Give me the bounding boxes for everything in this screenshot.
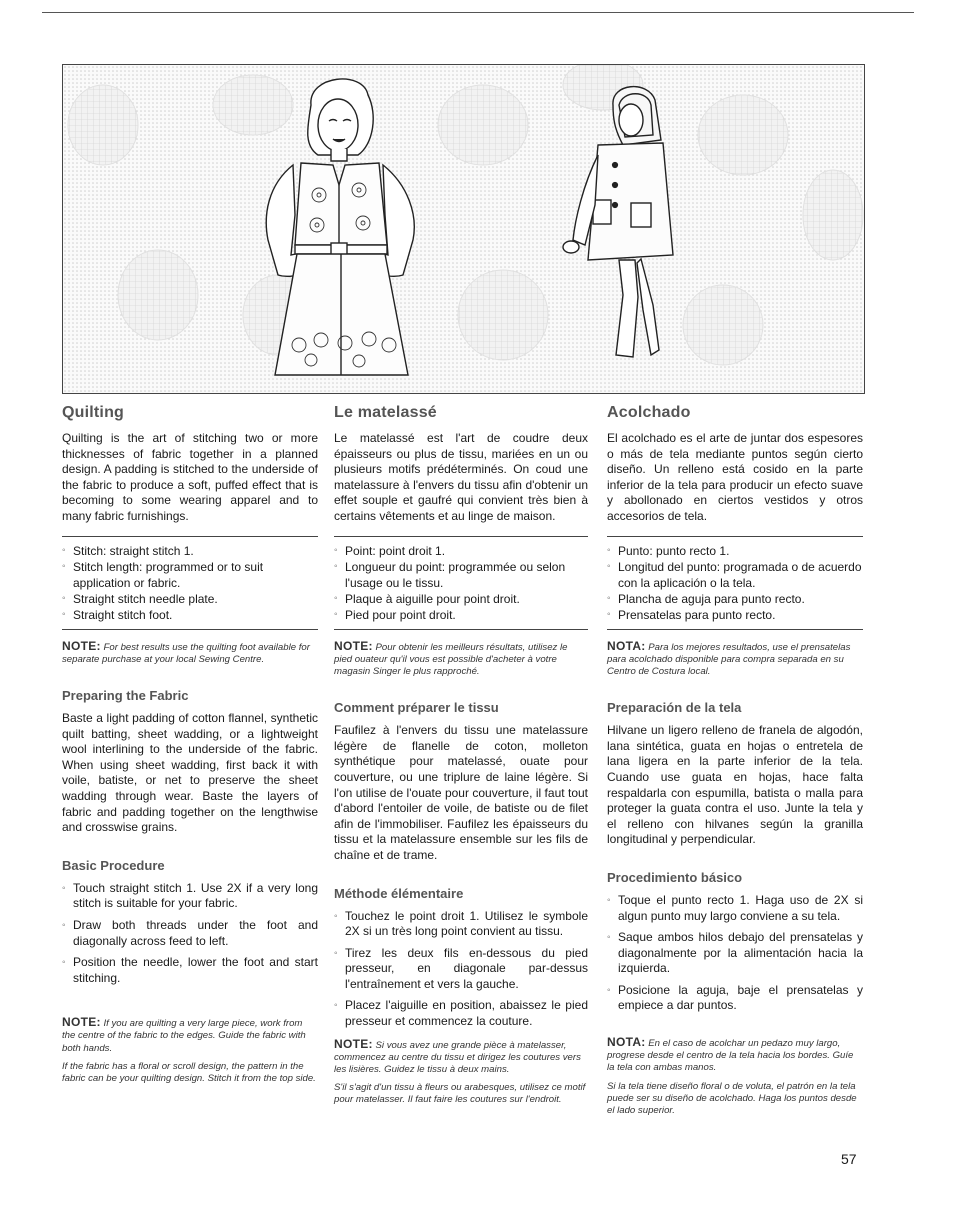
prep-paragraph: Baste a light padding of cotton flannel, synthetic quilt batting, sheet wadding, or a lightweight wool interlining to the underside of the fabric. When using sheet wadding, first back it with voile, batiste, or net to preserve the sheet wadding through wear. Baste the layers of fabric and padding together on the lengthwise and crosswise grains. <box>62 710 318 835</box>
subsection-title: Méthode élémentaire <box>334 885 464 901</box>
note <box>62 1016 318 1055</box>
note-text-2: S'il s'agit d'un tissu à fleurs ou arabesques, utilisez ce motif pour matelasser. Il faut faire les coutures sur l'endroit. <box>334 1082 586 1106</box>
subsection-title: Preparing the Fabric <box>62 687 189 703</box>
divider <box>607 629 863 630</box>
step-item: ◦ Draw both threads under the foot and diagonally across feed to left. <box>62 918 318 949</box>
note-text: If you are quilting a very large piece, work from the centre of the fabric to the edges. Guide the fabric with both hands. <box>62 1018 306 1054</box>
spec-item: ◦ Longueur du point: programmée ou selon l'usage ou le tissu. <box>334 559 588 591</box>
steps-list <box>62 881 318 987</box>
prep-paragraph: Faufilez à l'envers du tissu une matelassure légère de flanelle de coton, molleton synthétique pour matelassé, ouate pour couverture, ou une triplure de laine légère. Si l'on utilise de l'ouate pour couverture, il faut tout d'abord l'entoiler de voile, de batiste ou de filet afin de l'immobiliser. Faufilez les épaisseurs du tissu et la matelassure ensemble sur les fils de chaîne et de trame. <box>334 723 588 862</box>
intro-paragraph: Quilting is the art of stitching two or more thicknesses of fabric together in a planned design. A padding is stitched to the underside of the fabric to produce a soft, puffed effect that is becoming to some wearing apparel and to many fabric furnishings. <box>62 431 318 523</box>
step-item: ◦ Position the needle, lower the foot and start stitching. <box>62 955 318 986</box>
note-label: NOTE: <box>334 638 373 653</box>
note-text: Para los mejores resultados, use el prensatelas para acolchado disponible para compra separada en su Centro de Costura local. <box>607 641 851 677</box>
note-text: En el caso de acolchar un pedazo muy largo, progrese desde el centro de la tela hacia los bordes. Guíe la tela con ambas manos. <box>607 1038 854 1074</box>
steps-list <box>334 909 588 1030</box>
spec-item: ◦ Straight stitch foot. <box>62 607 318 623</box>
spec-item: ◦ Plaque à aiguille pour point droit. <box>334 591 588 607</box>
note-label: NOTE: <box>334 1036 373 1051</box>
quilting-illustration <box>62 64 865 394</box>
step-item: ◦ Saque ambos hilos debajo del prensatelas y diagonalmente por la alimentación hacia la izquierda. <box>607 930 863 977</box>
top-rule <box>42 12 914 13</box>
subsection-title: Preparación de la tela <box>607 700 742 716</box>
note <box>62 640 318 666</box>
step-item: ◦ Toque el punto recto 1. Haga uso de 2X si algun punto muy largo conviene a su tela. <box>607 893 863 924</box>
english-column <box>62 404 318 1085</box>
note-label: NOTA: <box>607 638 646 653</box>
note <box>334 1038 588 1077</box>
note-text: Pour obtenir les meilleurs résultats, utilisez le pied ouateur qu'il vous est possible d'acheter à votre magasin Singer le plus rapproché. <box>334 641 568 677</box>
spec-item: ◦ Stitch length: programmed or to suit application or fabric. <box>62 559 318 591</box>
spec-item: ◦ Prensatelas para punto recto. <box>607 607 863 623</box>
steps-list <box>607 893 863 1014</box>
note-text-2: If the fabric has a floral or scroll design, the pattern in the fabric can be your quilting design. Stitch it from the top side. <box>62 1060 316 1085</box>
spec-item: ◦ Plancha de aguja para punto recto. <box>607 591 863 607</box>
step-item: ◦ Posicione la aguja, baje el prensatelas y empiece a dar puntos. <box>607 983 863 1014</box>
spec-item: ◦ Straight stitch needle plate. <box>62 591 318 607</box>
step-item: ◦ Touchez le point droit 1. Utilisez le symbole 2X si un très long point convient au tissu. <box>334 909 588 940</box>
spec-list <box>62 543 318 623</box>
divider <box>607 536 863 537</box>
divider <box>62 629 318 630</box>
note-text: For best results use the quilting foot available for separate purchase at your local Sewing Centre. <box>62 641 310 665</box>
section-title: Acolchado <box>607 404 691 421</box>
step-item: ◦ Touch straight stitch 1. Use 2X if a very long stitch is suitable for your fabric. <box>62 881 318 912</box>
prep-paragraph: Hilvane un ligero relleno de franela de algodón, lana sintética, guata en hojas o entretela de lana ligera en la parte inferior de la tela. Cuando use guata en hojas, hace falta respaldarla con espumilla, batista o malla para proteger la guata contra el uso. Junte la tela y el relleno con hilvanes según la granilla longitudinal y perpendicular. <box>607 723 863 847</box>
note <box>607 640 863 679</box>
spec-item: ◦ Pied pour point droit. <box>334 607 588 623</box>
intro-paragraph: Le matelassé est l'art de coudre deux épaisseurs ou plus de tissu, mariées en un ou plusieurs motifs prédéterminés. On coud une matelassure à l'envers du tissu afin d'obtenir un effet souple et gaufré qui convient très bien à certains vêtements et au linge de maison. <box>334 431 588 523</box>
subsection-title: Basic Procedure <box>62 857 165 873</box>
spec-list <box>607 543 863 623</box>
subsection-title: Comment préparer le tissu <box>334 700 499 716</box>
note-label: NOTE: <box>62 638 101 653</box>
note-label: NOTE: <box>62 1015 101 1030</box>
page-number: 57 <box>841 1151 857 1167</box>
french-column <box>334 404 588 1107</box>
note-label: NOTA: <box>607 1035 646 1050</box>
divider <box>334 536 588 537</box>
step-item: ◦ Placez l'aiguille en position, abaissez le pied presseur et commencez la couture. <box>334 998 588 1029</box>
spec-item: ◦ Stitch: straight stitch 1. <box>62 543 318 559</box>
spec-list <box>334 543 588 623</box>
spec-item: ◦ Point: point droit 1. <box>334 543 588 559</box>
spec-item: ◦ Punto: punto recto 1. <box>607 543 863 559</box>
note-text-2: Si la tela tiene diseño floral o de voluta, el patrón en la tela puede ser su diseño de acolchado. Haga los puntos desde el lado superior. <box>607 1080 857 1117</box>
section-title: Le matelassé <box>334 404 437 421</box>
divider <box>334 629 588 630</box>
note <box>334 640 588 679</box>
spec-item: ◦ Longitud del punto: programada o de acuerdo con la aplicación o la tela. <box>607 559 863 591</box>
divider <box>62 536 318 537</box>
subsection-title: Procedimiento básico <box>607 869 743 885</box>
section-title: Quilting <box>62 404 125 421</box>
note-text: Si vous avez une grande pièce à matelasser, commencez au centre du tissu et dirigez les coutures vers les lisières. Guidez le tissu à deux mains. <box>334 1039 581 1076</box>
spanish-column <box>607 404 863 1117</box>
intro-paragraph: El acolchado es el arte de juntar dos espesores o más de tela mediante puntos según cierto diseño. Un relleno está cosido en la parte inferior de la tela para producir un efecto suave y abollonado en ciertos vestidos y otros accesorios de tela. <box>607 431 863 523</box>
step-item: ◦ Tirez les deux fils en-dessous du pied presseur, en diagonale par-dessus l'entraînement et vers la gauche. <box>334 946 588 993</box>
note <box>607 1036 863 1075</box>
